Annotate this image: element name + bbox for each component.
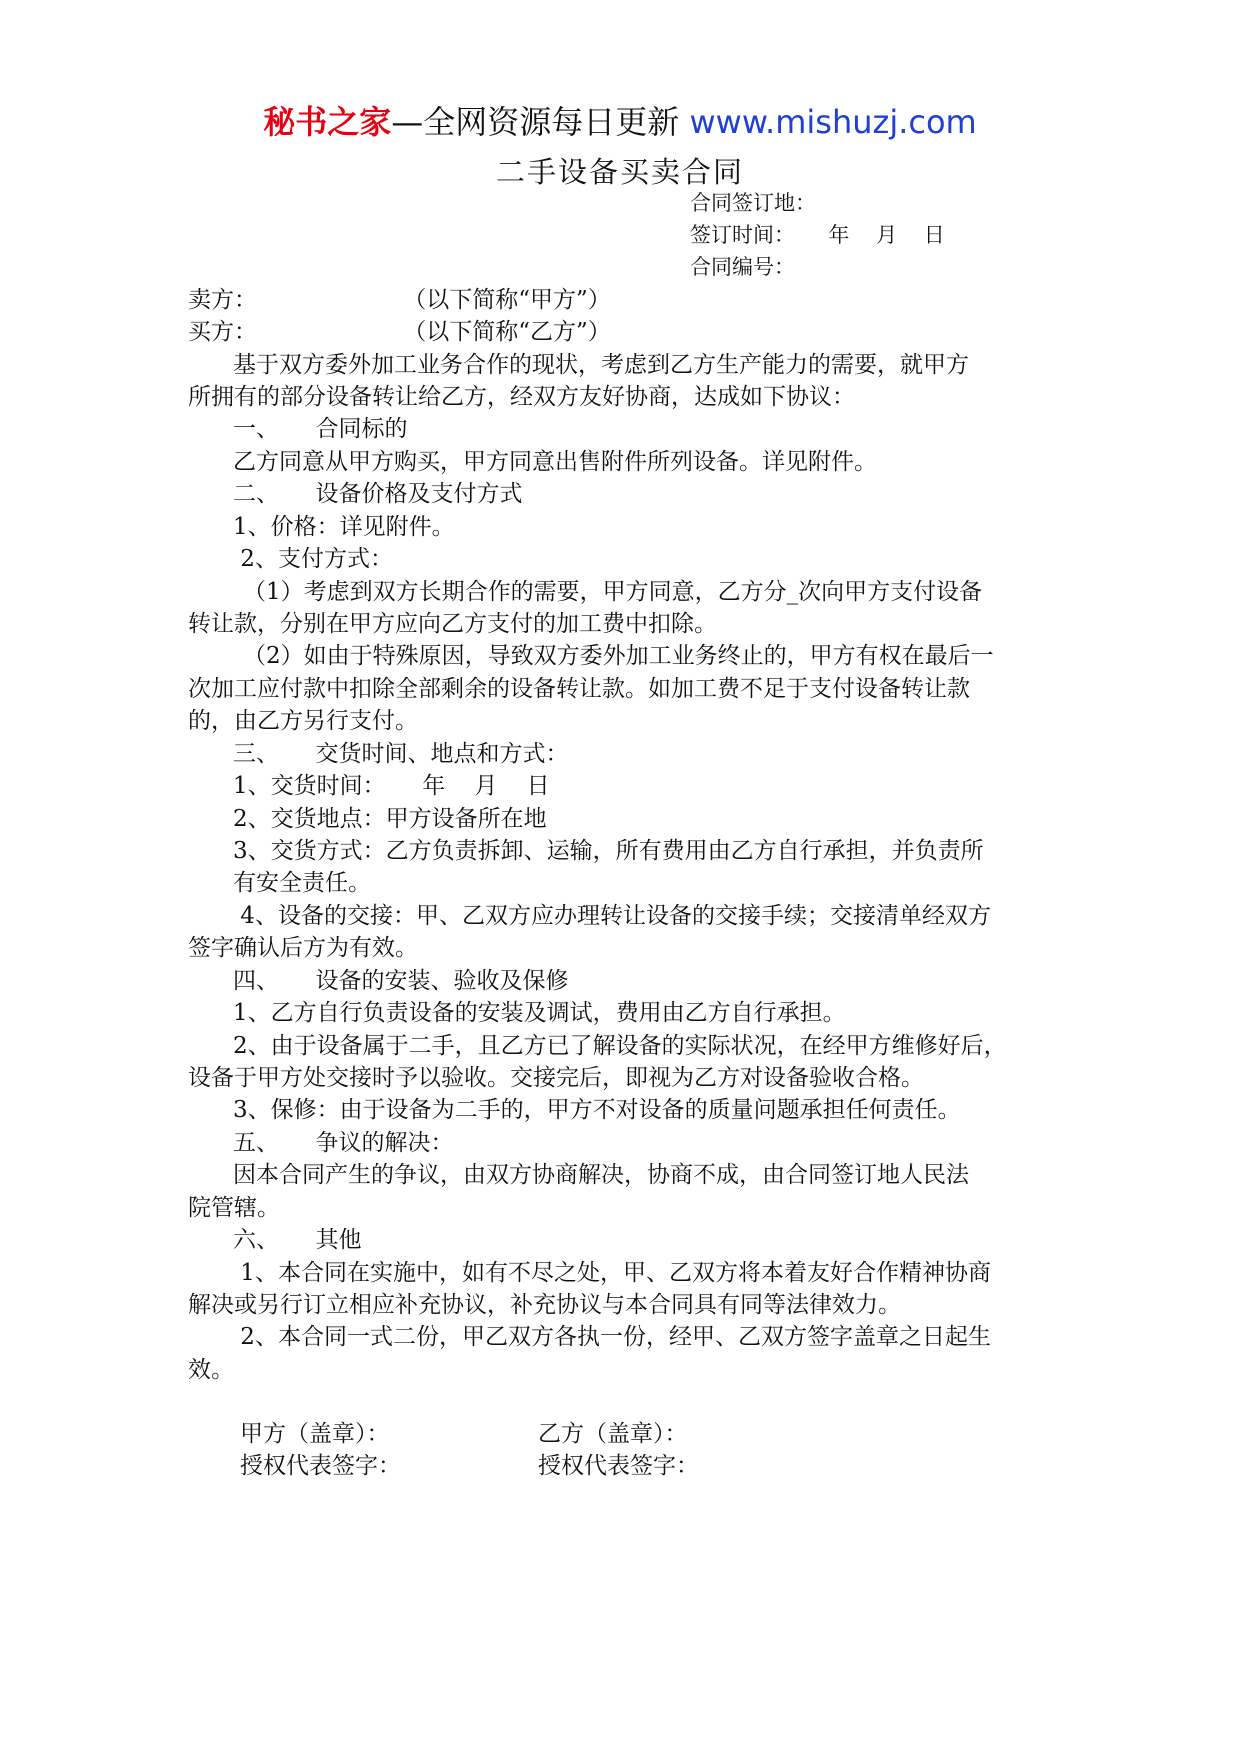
signature-party-a-rep: 授权代表签字： bbox=[240, 1453, 401, 1479]
meta-signing-place: 合同签订地： bbox=[690, 191, 816, 215]
body-line: （1）考虑到双方长期合作的需要，甲方同意，乙方分_次向甲方支付设备 bbox=[243, 579, 983, 605]
section-heading: 一、 合同标的 bbox=[233, 416, 408, 442]
body-line: 的，由乙方另行支付。 bbox=[188, 708, 418, 734]
body-line: 3、交货方式：乙方负责拆卸、运输，所有费用由乙方自行承担，并负责所 bbox=[233, 838, 984, 864]
body-line: 次加工应付款中扣除全部剩余的设备转让款。如加工费不足于支付设备转让款 bbox=[188, 676, 970, 702]
body-line: 院管辖。 bbox=[188, 1195, 280, 1221]
section-heading: 五、 争议的解决： bbox=[233, 1130, 454, 1156]
body-line: 1、价格：详见附件。 bbox=[233, 514, 455, 540]
body-line: 2、本合同一式二份，甲乙双方各执一份，经甲、乙双方签字盖章之日起生 bbox=[233, 1324, 991, 1350]
body-line: 4、设备的交接：甲、乙双方应办理转让设备的交接手续；交接清单经双方 bbox=[233, 903, 991, 929]
body-line: 1、乙方自行负责设备的安装及调试，费用由乙方自行承担。 bbox=[233, 1000, 846, 1026]
body-line: 签字确认后方为有效。 bbox=[188, 935, 418, 961]
meta-contract-number: 合同编号： bbox=[690, 255, 795, 279]
body-line: 基于双方委外加工业务合作的现状，考虑到乙方生产能力的需要，就甲方 bbox=[233, 352, 969, 378]
body-line: 乙方同意从甲方购买，甲方同意出售附件所列设备。详见附件。 bbox=[233, 449, 877, 475]
body-line: 1、本合同在实施中，如有不尽之处，甲、乙双方将本着友好合作精神协商 bbox=[233, 1260, 991, 1286]
body-line: 2、交货地点：甲方设备所在地 bbox=[233, 806, 547, 832]
signature-party-b-rep: 授权代表签字： bbox=[538, 1453, 699, 1479]
body-line: 3、保修：由于设备为二手的，甲方不对设备的质量问题承担任何责任。 bbox=[233, 1097, 961, 1123]
party-seller: 卖方： （以下简称“甲方”） bbox=[188, 287, 611, 313]
meta-signing-date: 签订时间： 年 月 日 bbox=[690, 223, 945, 247]
site-banner bbox=[0, 100, 1240, 144]
body-line: 设备于甲方处交接时予以验收。交接完后，即视为乙方对设备验收合格。 bbox=[188, 1065, 924, 1091]
document-title: 二手设备买卖合同 bbox=[495, 155, 744, 189]
signature-party-b-seal: 乙方（盖章）： bbox=[538, 1421, 688, 1447]
section-heading: 三、 交货时间、地点和方式： bbox=[233, 741, 569, 767]
body-line: 转让款，分别在甲方应向乙方支付的加工费中扣除。 bbox=[188, 611, 717, 637]
body-line: 2、支付方式： bbox=[233, 546, 393, 572]
body-line: 效。 bbox=[188, 1357, 234, 1383]
body-line: 因本合同产生的争议，由双方协商解决，协商不成，由合同签订地人民法 bbox=[233, 1162, 969, 1188]
section-heading: 四、 设备的安装、验收及保修 bbox=[233, 968, 569, 994]
section-heading: 二、 设备价格及支付方式 bbox=[233, 481, 523, 507]
party-buyer: 买方： （以下简称“乙方”） bbox=[188, 319, 611, 345]
body-line: 解决或另行订立相应补充协议，补充协议与本合同具有同等法律效力。 bbox=[188, 1292, 901, 1318]
body-line: （2）如由于特殊原因，导致双方委外加工业务终止的，甲方有权在最后一 bbox=[243, 643, 994, 669]
banner-url-link[interactable]: www.mishuzj.com bbox=[689, 103, 977, 141]
body-line: 2、由于设备属于二手，且乙方已了解设备的实际状况，在经甲方维修好后， bbox=[233, 1033, 1007, 1059]
body-line: 1、交货时间： 年 月 日 bbox=[233, 773, 550, 799]
section-heading: 六、 其他 bbox=[233, 1227, 362, 1253]
body-line: 有安全责任。 bbox=[233, 870, 371, 896]
signature-party-a-seal: 甲方（盖章）： bbox=[240, 1421, 390, 1447]
body-line: 所拥有的部分设备转让给乙方，经双方友好协商，达成如下协议： bbox=[188, 384, 855, 410]
banner-brand: 秘书之家 bbox=[263, 103, 392, 141]
banner-slogan: —全网资源每日更新 bbox=[391, 103, 690, 141]
